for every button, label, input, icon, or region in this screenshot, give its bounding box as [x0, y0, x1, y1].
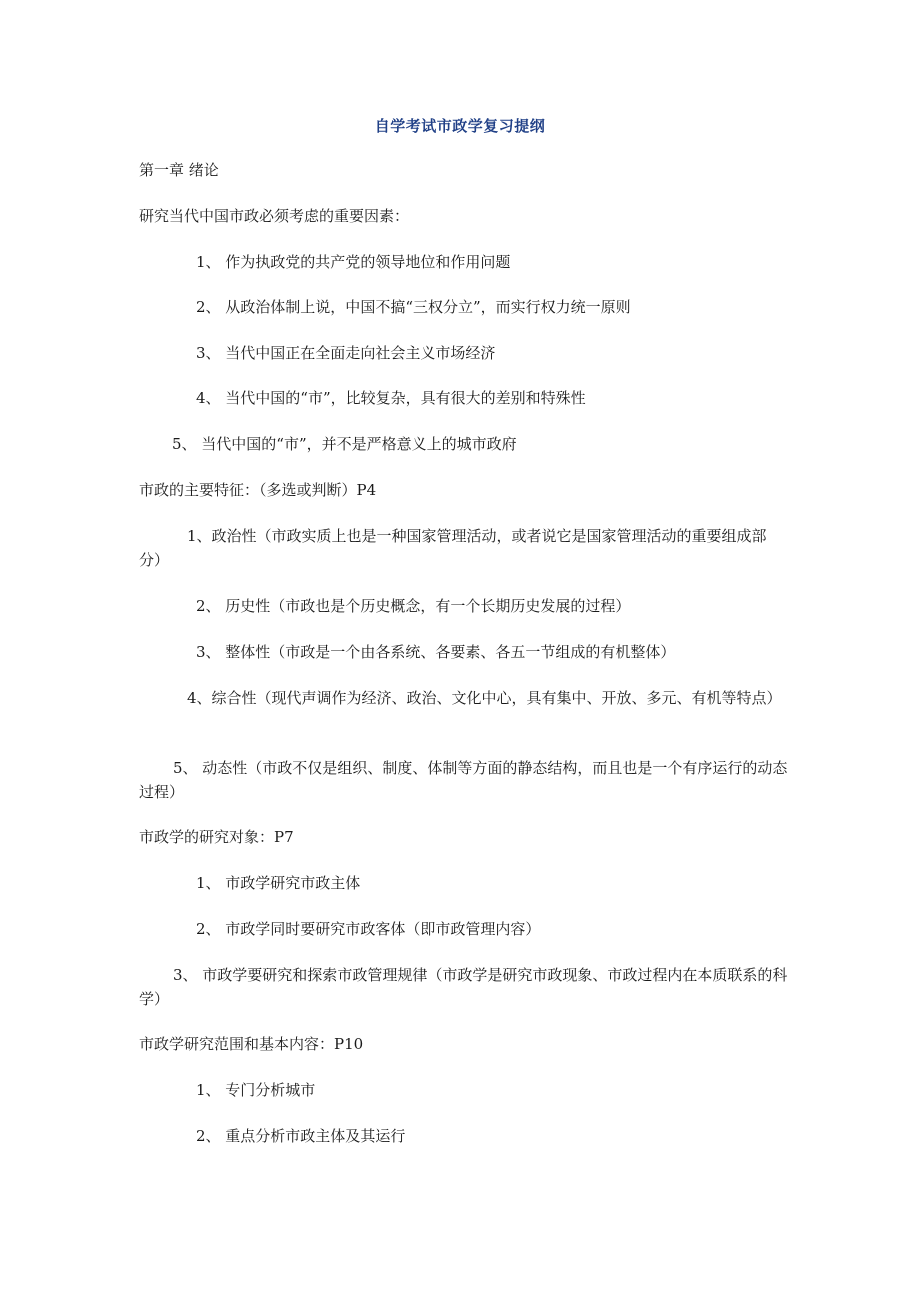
list-item: 4、 当代中国的“市”，比较复杂，具有很大的差别和特殊性 — [196, 389, 586, 407]
list-item: 3、 整体性（市政是一个由各系统、各要素、各五一节组成的有机整体） — [196, 643, 676, 661]
list-item: 1、政治性（市政实质上也是一种国家管理活动，或者说它是国家管理活动的重要组成部分） — [139, 527, 767, 569]
chapter-heading: 第一章 绪论 — [139, 161, 219, 179]
list-item: 1、 市政学研究市政主体 — [196, 874, 361, 892]
list-item: 5、 动态性（市政不仅是组织、制度、体制等方面的静态结构，而且也是一个有序运行的动态过程） — [139, 759, 788, 801]
section-heading: 市政学研究范围和基本内容：P10 — [139, 1035, 364, 1053]
list-item: 2、 市政学同时要研究市政客体（即市政管理内容） — [196, 920, 541, 938]
list-item: 1、 专门分析城市 — [196, 1081, 316, 1099]
list-item: 3、 当代中国正在全面走向社会主义市场经济 — [196, 344, 496, 362]
list-item: 4、综合性（现代声调作为经济、政治、文化中心，具有集中、开放、多元、有机等特点） — [187, 689, 782, 707]
list-item: 2、 从政治体制上说，中国不搞“三权分立”，而实行权力统一原则 — [196, 298, 631, 316]
section-heading: 市政的主要特征：（多选或判断）P4 — [139, 481, 377, 499]
list-item: 2、 历史性（市政也是个历史概念，有一个长期历史发展的过程） — [196, 597, 631, 615]
list-item: 3、 市政学要研究和探索市政管理规律（市政学是研究市政现象、市政过程内在本质联系的科学） — [139, 966, 788, 1008]
section-heading: 市政学的研究对象：P7 — [139, 828, 294, 846]
list-item: 5、 当代中国的“市”，并不是严格意义上的城市政府 — [172, 435, 517, 453]
document-title: 自学考试市政学复习提纲 — [374, 117, 546, 135]
list-item: 2、 重点分析市政主体及其运行 — [196, 1127, 406, 1145]
list-item: 1、 作为执政党的共产党的领导地位和作用问题 — [196, 253, 511, 271]
section-heading: 研究当代中国市政必须考虑的重要因素： — [139, 207, 410, 225]
